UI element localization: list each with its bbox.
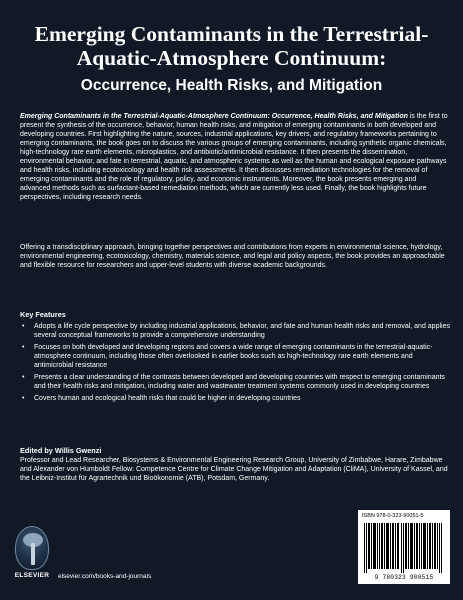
key-feature-item [20, 343, 450, 370]
bullet-icon: • [22, 374, 25, 381]
barcode-number: 9 780323 900515 [374, 574, 434, 581]
key-feature-item [20, 373, 450, 391]
key-feature-item [20, 322, 450, 340]
book-subtitle: Occurrence, Health Risks, and Mitigation [80, 77, 383, 94]
description-paragraph-2: Offering a transdisciplinary approach, bringing together perspectives and contributions from experts in environmental science, hydrology, environmental engineering, ecotoxicology, chemistry, materials science, and legal and policy aspects, the book provides an approachable and flexible resource for researchers and upper-level students with diverse academic backgrounds. [20, 244, 445, 269]
editor-affiliation: Professor and Lead Researcher, Biosystems & Environmental Engineering Research Group, University of Zimbabwe, Harare, Zimbabwe and Alexander von Humboldt Fellow: Competence Centre for Climate Change Mitigation and Adaptation (CliMA), University of Kassel, and the Leibniz-Institut für Agrartechnik und Bioökonomie (ATB), Potsdam, Germany. [20, 457, 448, 482]
bullet-icon: • [22, 344, 25, 351]
isbn-label: ISBN 978-0-323-90051-5 [362, 513, 424, 519]
key-feature-text: Focuses on both developed and developing regions and covers a wide range of emerging contaminants in the terrestrial-aquatic-atmosphere continuum, including those often overlooked in earlier books such as high-technology rare earth elements and antimicrobial resistance [34, 344, 433, 369]
description-paragraph-1 [20, 112, 448, 202]
editor-name: Edited by Willis Gwenzi [20, 446, 102, 455]
key-feature-text: Presents a clear understanding of the contrasts between developed and developing countries with respect to emerging contaminants and their health risks and mitigation, including water and wastewater treatment systems commonly used in developing countries [34, 374, 445, 390]
key-features-heading: Key Features [20, 310, 66, 319]
bullet-icon: • [22, 395, 25, 402]
description-paragraph-1-text: is the first to present the synthesis of the occurrence, behavior, human health risks, and mitigation of emerging contaminants in both developed and developing countries. First highlighting the nature, sources, industrial applications, key drivers, and regulatory frameworks pertaining to emerging contaminants, the book goes on to discuss the various groups of emerging contaminants, including synthetic organic chemicals, high-technology rare earth elements, microplastics, and antibiotic/antimicrobial resistance. It then presents the dissemination, environmental behavior, and fate in terrestrial, aquatic, and atmospheric systems as well as the human and ecological exposure pathways and health risks, including ecotoxicology and health risk assessments. It then discusses remediation technologies for the removal of emerging contaminants and the role of regulatory, policy, and economic instruments. Moreover, the book presents emerging and advanced methods such as surfactant-based remediation methods, which are currently less used. Finally, the book highlights future perspectives, including research needs. [20, 113, 448, 201]
barcode-bars-icon [364, 523, 444, 573]
barcode [358, 510, 450, 584]
elsevier-logo [14, 526, 50, 584]
key-feature-text: Adopts a life cycle perspective by including industrial applications, behavior, and fate and human health risks and removal, and applies several conceptual frameworks to provide a comprehensive understanding [34, 323, 450, 339]
elsevier-tree-icon [15, 526, 49, 570]
key-features-list [20, 322, 450, 406]
key-feature-text: Covers human and ecological health risks that could be higher in developing countries [34, 395, 301, 402]
publisher-logo-text: ELSEVIER [14, 572, 50, 579]
key-feature-item [20, 394, 450, 403]
bullet-icon: • [22, 323, 25, 330]
book-title: Emerging Contaminants in the Terrestrial-Aquatic-Atmosphere Continuum: [34, 22, 429, 70]
publisher-website: elsevier.com/books-and-journals [58, 573, 152, 580]
description-book-title: Emerging Contaminants in the Terrestrial-Aquatic-Atmosphere Continuum: Occurrence, Health Risks, and Mitigation [20, 113, 408, 120]
